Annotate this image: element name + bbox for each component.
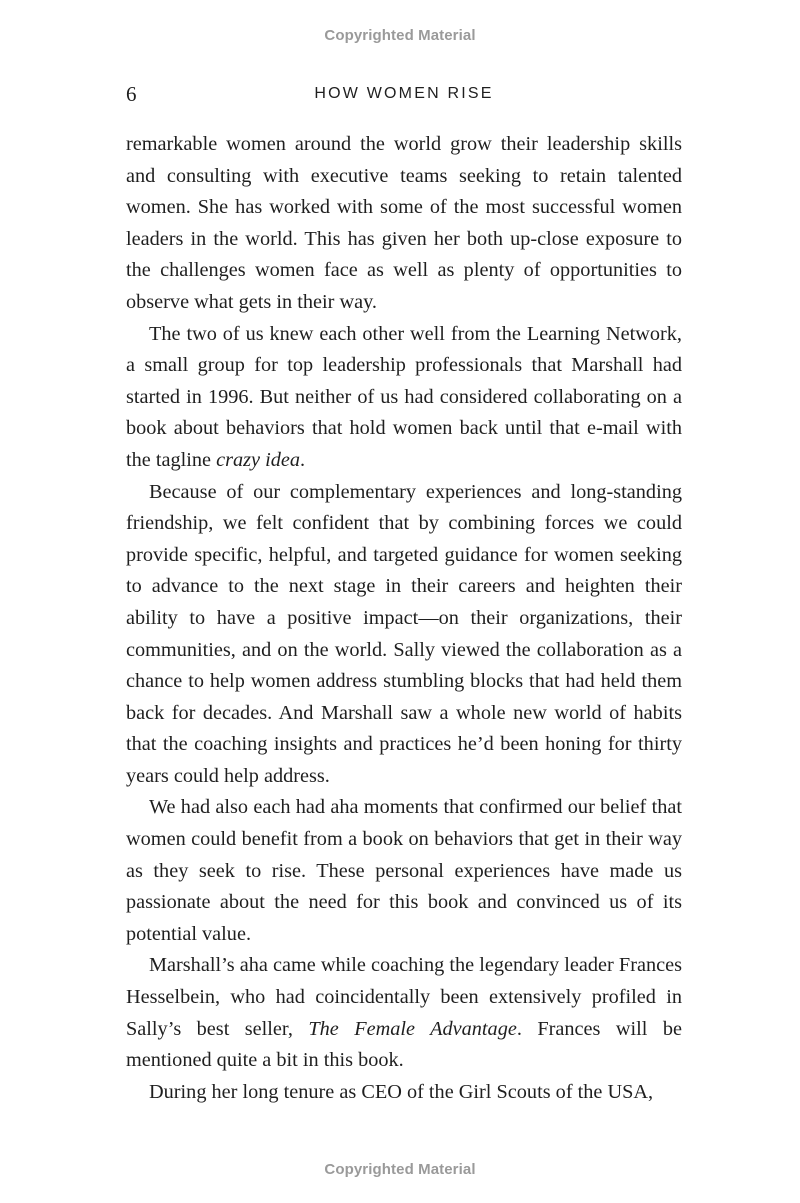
paragraph-3: Because of our complementary experiences and long-standing friendship, we felt confident that by combining forces we could provide specific, helpful, and targeted guidance for women seeking to advance to the next stage in their careers and heighten their ability to have a positive impact—on their organizations, their communities, and on the world. Sally viewed the collaboration as a chance to help women address stumbling blocks that had held them back for decades. And Marshall saw a whole new world of habits that the coaching insights and practices he’d been honing for thirty years could help address.	[126, 480, 682, 787]
paragraph-5-book-title: The Female Advantage	[308, 1017, 517, 1040]
page-number: 6	[126, 82, 137, 106]
paragraph-2	[126, 319, 682, 477]
running-header	[126, 82, 682, 106]
paragraph-4: We had also each had aha moments that confirmed our belief that women could benefit from a book on behaviors that get in their way as they seek to rise. These personal experiences have made us passionate about the need for this book and convinced us of its potential value.	[126, 796, 682, 945]
paragraph-2-end: .	[300, 448, 306, 471]
copyright-watermark-top: Copyrighted Material	[324, 27, 476, 44]
book-title: HOW WOMEN RISE	[314, 85, 494, 102]
paragraph-2-italic-phrase: crazy idea	[216, 448, 301, 471]
paragraph-5-end: . Frances will be mentioned quite a bit in this book.	[126, 1017, 683, 1072]
paragraph-5-text: Marshall’s aha came while coaching the legendary leader Frances Hesselbein, who had coincidentally been extensively profiled in Sally’s best seller,	[126, 954, 682, 1040]
copyright-watermark-bottom: Copyrighted Material	[324, 1161, 476, 1178]
paragraph-1: remarkable women around the world grow their leadership skills and consulting with executive teams seeking to retain talented women. She has worked with some of the most successful women leaders in the world. This has given her both up-close exposure to the challenges women face as well as plenty of opportunities to observe what gets in their way.	[126, 133, 682, 313]
paragraph-6: During her long tenure as CEO of the Girl Scouts of the USA,	[149, 1080, 654, 1103]
body-text	[126, 129, 682, 1108]
paragraph-2-text: The two of us knew each other well from the Learning Network, a small group for top leadership professionals that Marshall had started in 1996. But neither of us had considered collaborating on a book about behaviors that hold women back until that e-mail with the tagline	[126, 322, 682, 471]
paragraph-5	[126, 950, 682, 1076]
